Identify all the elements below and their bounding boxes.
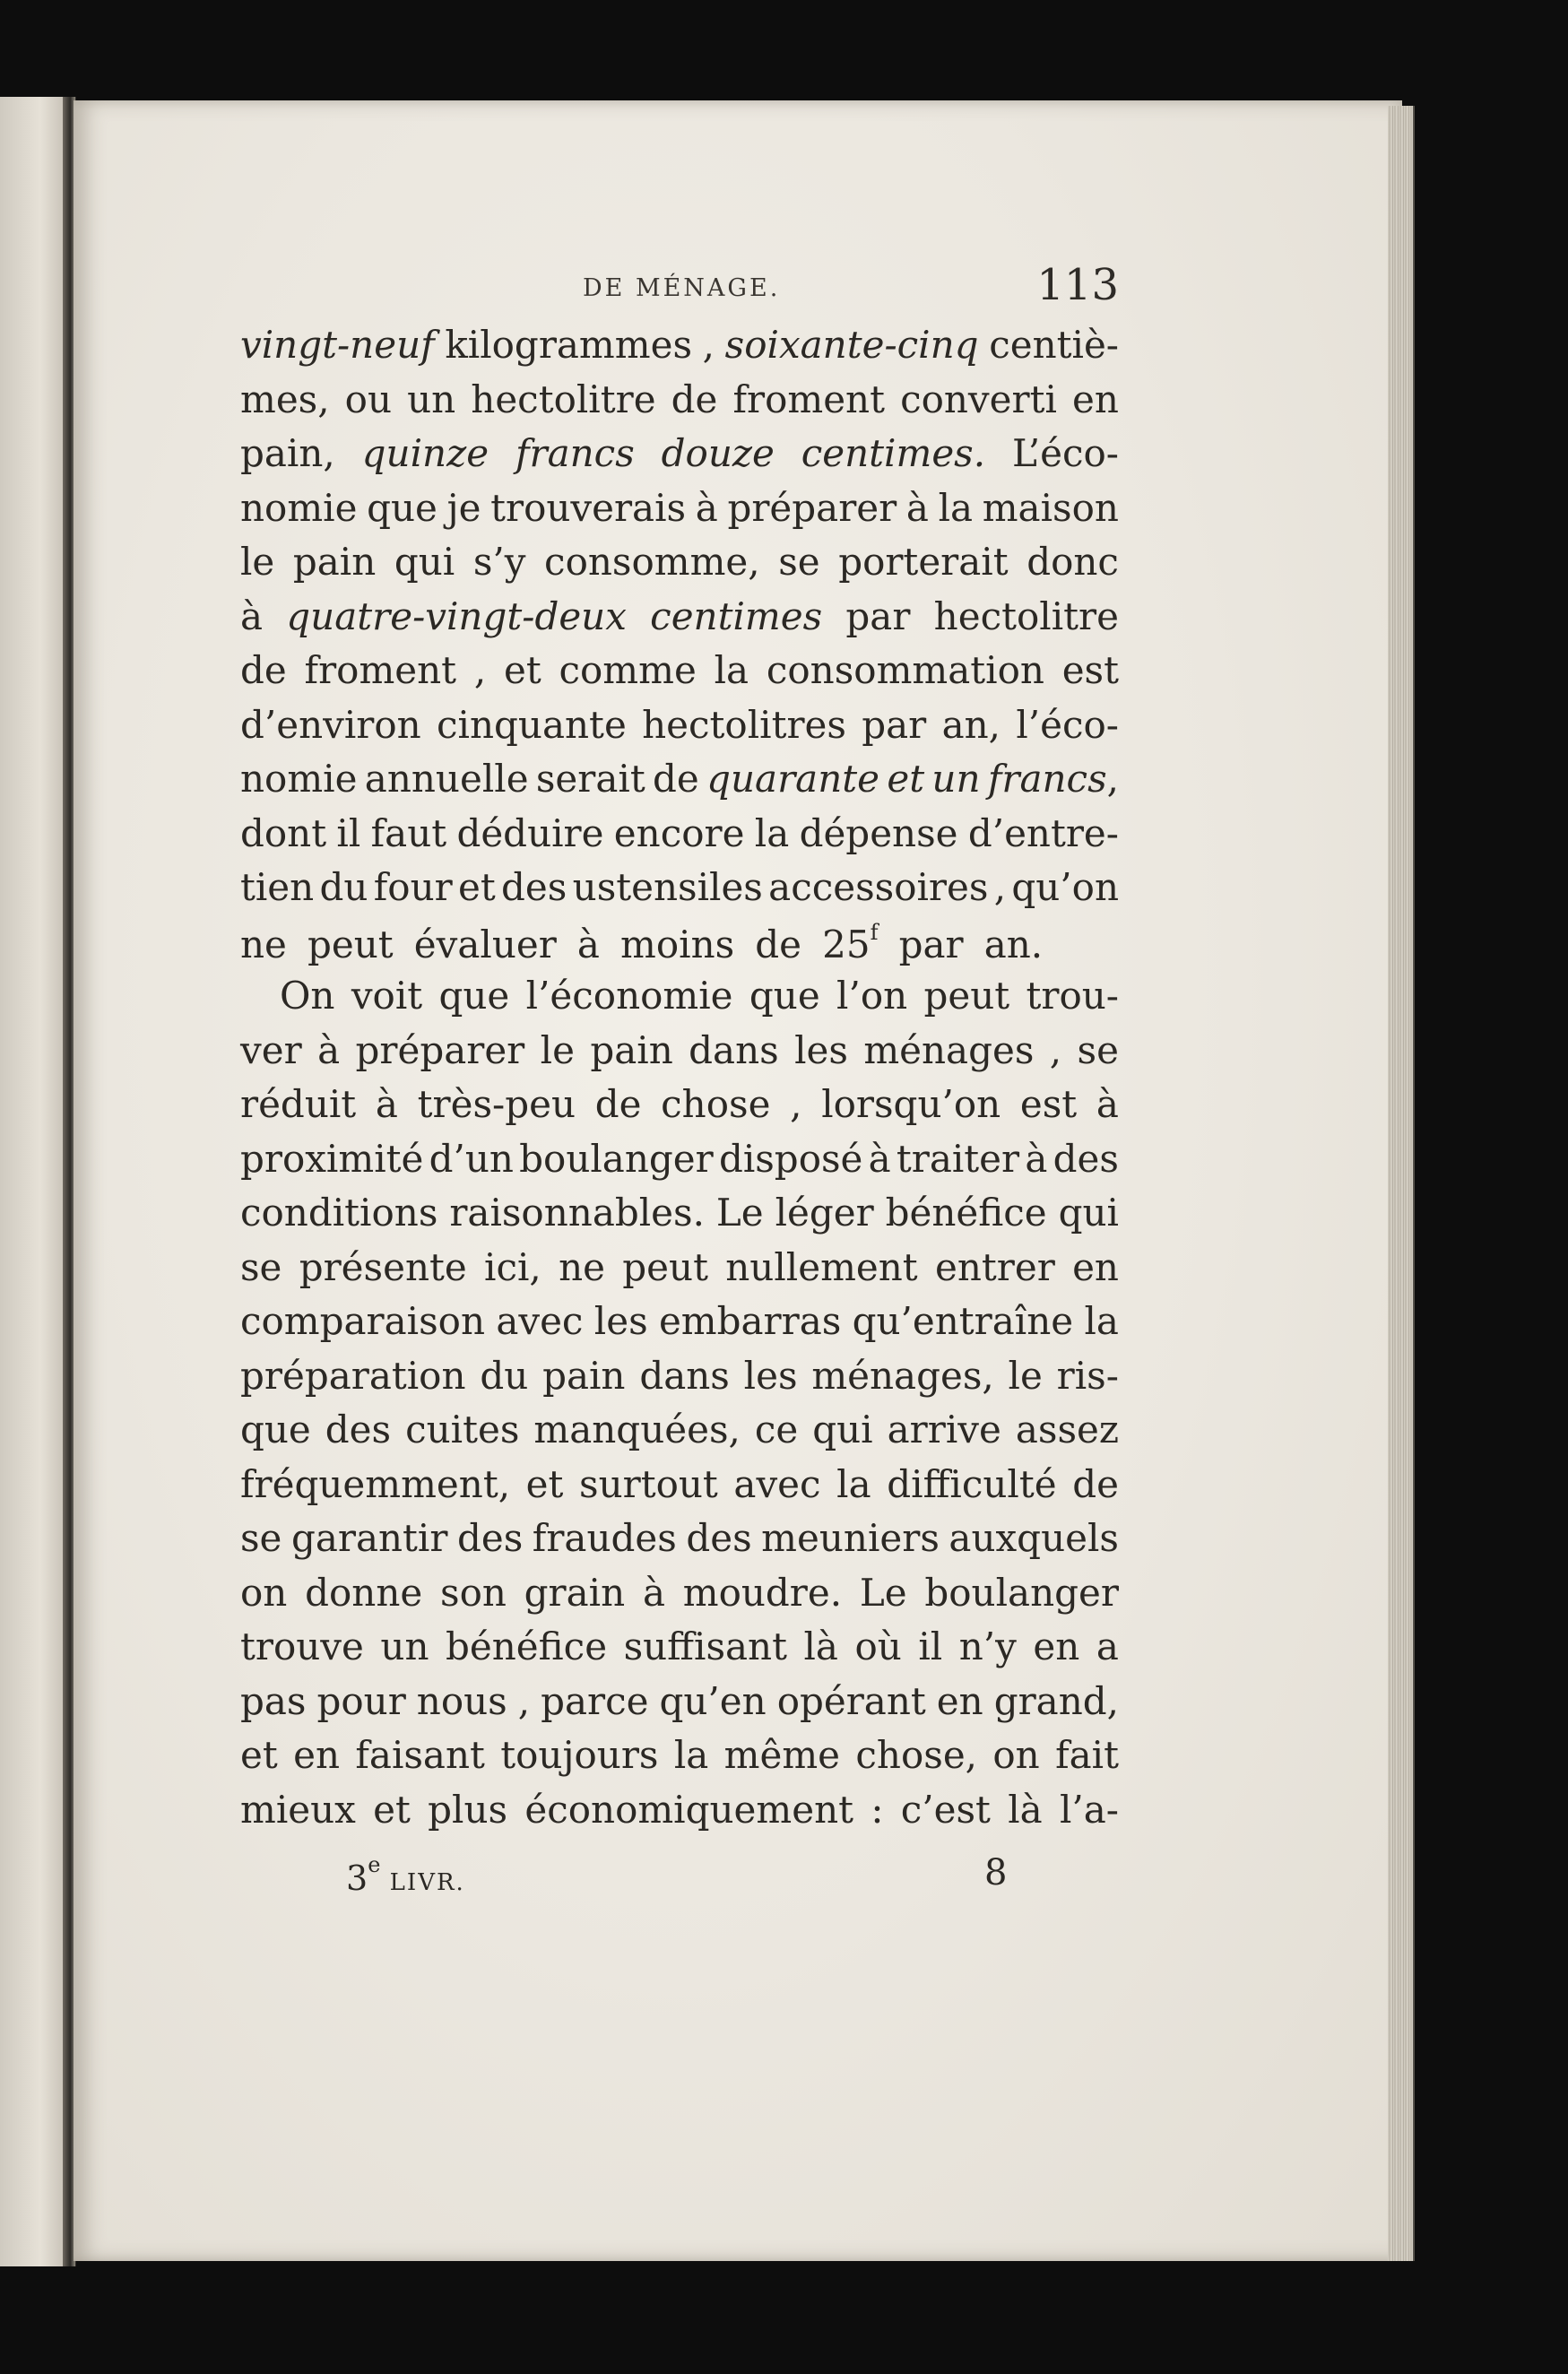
word: quarante [706, 757, 880, 801]
word: et [503, 648, 541, 692]
word: lorsqu’on [821, 1082, 1001, 1126]
word: traiter [896, 1136, 1020, 1181]
word: : [871, 1787, 884, 1832]
word: difficulté [887, 1461, 1057, 1506]
word: à [905, 485, 929, 530]
word: peut [923, 974, 1010, 1018]
word: où [854, 1625, 902, 1668]
word: par [862, 702, 927, 747]
word: consommation [766, 648, 1044, 692]
word: ris- [1056, 1353, 1119, 1398]
word: les [593, 1299, 648, 1343]
word: un [407, 377, 456, 421]
word: des [456, 1516, 524, 1560]
word: faut [370, 810, 447, 855]
word: que [240, 1408, 311, 1451]
word: le [1008, 1353, 1043, 1398]
text-line [240, 1516, 1119, 1571]
word: peut [622, 1244, 708, 1289]
word: ici, [484, 1244, 541, 1289]
word: et [458, 865, 496, 909]
word: L’éco- [1011, 431, 1119, 475]
word: avec [733, 1461, 821, 1506]
word: fait [1055, 1733, 1119, 1777]
word: est [1019, 1082, 1078, 1126]
text-line [240, 811, 1119, 866]
word: ver [240, 1027, 302, 1072]
word: du [319, 865, 368, 909]
word: assez [1015, 1408, 1119, 1451]
word: le [540, 1027, 575, 1072]
text-line [240, 1679, 1119, 1734]
word: meuniers [761, 1516, 940, 1560]
word: arrive [887, 1408, 1001, 1451]
word: surtout [579, 1461, 718, 1506]
word: mieux [240, 1787, 356, 1832]
text-line [240, 1354, 1119, 1408]
word: converti [900, 377, 1057, 421]
word: grand, [993, 1678, 1119, 1723]
text-line [240, 594, 1119, 649]
word: je [446, 485, 481, 530]
word: vingt-neuf [240, 323, 435, 367]
text-line [240, 323, 1119, 377]
word: centimes [650, 594, 823, 638]
word: entrer [934, 1244, 1055, 1289]
word: voit [351, 974, 423, 1018]
word: léger [775, 1191, 874, 1235]
word: des [501, 865, 567, 909]
word: raisonnables. [449, 1191, 705, 1235]
word: 25$^f$ [822, 919, 879, 966]
word: la [754, 810, 790, 855]
word: Le [715, 1191, 764, 1235]
word: que [438, 974, 510, 1018]
word: que [749, 974, 820, 1018]
word: la [836, 1461, 871, 1506]
word: à [576, 922, 600, 966]
text-line [240, 974, 1119, 1028]
word: ne [240, 922, 287, 966]
word: un [931, 757, 981, 801]
body-text [240, 323, 1119, 1841]
word: dans [689, 1027, 779, 1072]
word: que [367, 485, 437, 530]
signature-number: 3 [346, 1858, 368, 1898]
word: , [790, 1082, 802, 1126]
word: pas [240, 1678, 307, 1723]
word: trou- [1026, 974, 1119, 1018]
text-line [240, 540, 1119, 594]
word: déduire [456, 810, 604, 855]
word: manquées, [533, 1408, 741, 1451]
text-line [240, 1191, 1119, 1245]
word: mes, [240, 377, 330, 421]
word: dont [240, 810, 327, 855]
word: an, [941, 702, 1001, 747]
word: là [1008, 1787, 1043, 1832]
word: douze [661, 431, 775, 475]
word: de [653, 757, 699, 801]
word: même [723, 1733, 841, 1777]
word: faisant [355, 1733, 485, 1777]
word: à [240, 594, 264, 638]
text-line [240, 1733, 1119, 1788]
word: froment [732, 377, 885, 421]
word: embarras [658, 1299, 842, 1343]
word: trouve [240, 1625, 364, 1668]
text-line [240, 1625, 1119, 1679]
page-footer [240, 1845, 1119, 1899]
word: à [868, 1136, 891, 1181]
text-line [240, 377, 1119, 432]
signature-superscript: e [368, 1852, 381, 1877]
word: quatre-vingt-deux [286, 594, 627, 638]
word: en [1072, 377, 1119, 421]
word: par [845, 594, 911, 638]
word: francs, [987, 757, 1119, 801]
word: là [803, 1625, 838, 1668]
word: de [1072, 1461, 1119, 1506]
word: à [317, 1027, 341, 1072]
word: qui [1058, 1191, 1119, 1235]
word: accessoires [768, 865, 989, 909]
word: tien [240, 865, 315, 909]
word: évaluer [413, 922, 557, 966]
word: dépense [799, 810, 958, 855]
page-stack-edge [1388, 106, 1415, 2261]
word: préparer [355, 1027, 525, 1072]
word: de [755, 922, 802, 966]
word: il [336, 810, 361, 855]
word: donne [305, 1570, 423, 1615]
signature-mark [346, 1852, 465, 1898]
page-text-block [240, 251, 1119, 1899]
text-line [240, 1028, 1119, 1083]
word: d’un [429, 1136, 514, 1181]
word: toujours [500, 1733, 659, 1777]
word: hectolitre [471, 377, 656, 421]
signature-label: LIVR. [380, 1869, 465, 1896]
word: se [778, 540, 820, 584]
text-line [240, 1137, 1119, 1191]
word: On [280, 974, 335, 1018]
word: nous [416, 1678, 507, 1723]
word: des [1053, 1136, 1119, 1181]
word: ce [754, 1408, 799, 1451]
word: conditions [240, 1191, 438, 1235]
word: qui [394, 540, 455, 584]
word: à [695, 485, 718, 530]
word: se [240, 1516, 282, 1560]
word: , [1049, 1027, 1062, 1072]
text-line [240, 1462, 1119, 1517]
word: s’y [472, 540, 526, 584]
word: garantir [290, 1516, 448, 1560]
page-number: 113 [1036, 260, 1119, 310]
word: ne [559, 1244, 605, 1289]
word: réduit [240, 1082, 357, 1126]
running-head [240, 251, 1119, 323]
word: économiquement [524, 1787, 854, 1832]
word: four [373, 865, 453, 909]
word: boulanger [519, 1136, 714, 1181]
word: soixante-cinq [724, 323, 979, 367]
word: chose [661, 1082, 771, 1126]
word: la [673, 1733, 709, 1777]
word: de [240, 648, 287, 692]
word: qu’en [659, 1678, 767, 1723]
word: bénéfice [446, 1625, 608, 1668]
word: ménages [863, 1027, 1035, 1072]
word: avec [496, 1299, 584, 1343]
word: pain [542, 1353, 626, 1398]
word: se [1077, 1027, 1119, 1072]
word: l’économie [525, 974, 733, 1018]
word: la [1084, 1299, 1119, 1343]
word: en [293, 1733, 340, 1777]
word: maison [982, 485, 1119, 530]
word: encore [613, 810, 745, 855]
word: nomie [240, 485, 358, 530]
text-line [240, 1082, 1119, 1137]
word: c’est [900, 1787, 991, 1832]
word: proximité [240, 1136, 424, 1181]
word: quinze [361, 431, 489, 475]
word: il [918, 1625, 943, 1668]
word: froment [304, 648, 457, 692]
word: porterait [838, 540, 1009, 584]
word: nomie [240, 757, 358, 801]
word: par [898, 922, 964, 966]
word: l’a- [1059, 1787, 1119, 1832]
word: moins [620, 922, 735, 966]
word: grain [524, 1570, 626, 1615]
word: son [440, 1570, 507, 1615]
gathering-number: 8 [984, 1852, 1008, 1893]
word: plus [428, 1787, 508, 1832]
word: comme [559, 648, 697, 692]
word: un [380, 1625, 429, 1668]
word: des [686, 1516, 752, 1560]
word: l’éco- [1016, 702, 1119, 747]
text-line [240, 1245, 1119, 1300]
word: de [671, 377, 718, 421]
word: dans [639, 1353, 730, 1398]
word: comparaison [240, 1299, 485, 1343]
word: , [517, 1678, 531, 1723]
word: des [325, 1408, 392, 1451]
word: cuites [405, 1408, 520, 1451]
text-line [240, 757, 1119, 811]
word: peut [308, 922, 394, 966]
word: consomme, [544, 540, 760, 584]
text-line [240, 1408, 1119, 1462]
text-line [240, 865, 1119, 920]
word: en [1072, 1244, 1119, 1289]
superscript: f [870, 919, 879, 945]
word: cinquante [437, 702, 627, 747]
word: trouverais [490, 485, 687, 530]
word: très-peu [417, 1082, 576, 1126]
text-line [240, 1788, 1119, 1842]
text-line [240, 431, 1119, 486]
word: préparer [727, 485, 897, 530]
word: pain, [240, 431, 335, 475]
word: qu’entraîne [852, 1299, 1074, 1343]
text-line [240, 1299, 1119, 1354]
word: , [993, 865, 1007, 909]
word: nullement [725, 1244, 918, 1289]
word: en [936, 1678, 983, 1723]
text-line [240, 486, 1119, 541]
word: centimes. [801, 431, 986, 475]
word: pain [292, 540, 377, 584]
word: les [794, 1027, 848, 1072]
text-line [240, 1571, 1119, 1625]
word: centiè- [989, 323, 1119, 367]
text-line [240, 920, 1119, 975]
word: , [702, 323, 715, 367]
word: la [714, 648, 749, 692]
word: a [1096, 1625, 1119, 1668]
running-head-title: DE MÉNAGE. [583, 274, 781, 302]
word: et [525, 1461, 564, 1506]
word: ustensiles [572, 865, 763, 909]
word: le [240, 540, 275, 584]
word: donc [1027, 540, 1119, 584]
word: francs [515, 431, 635, 475]
word: disposé [718, 1136, 863, 1181]
word: , [473, 648, 487, 692]
word: et [373, 1787, 411, 1832]
word: de [594, 1082, 642, 1126]
word: ménages, [811, 1353, 994, 1398]
word: Le [859, 1570, 907, 1615]
word: la [938, 485, 974, 530]
word: à [1025, 1136, 1048, 1181]
word: hectolitres [642, 702, 846, 747]
word: est [1061, 648, 1119, 692]
word: pain [590, 1027, 673, 1072]
word: et [240, 1733, 278, 1777]
text-line [240, 648, 1119, 703]
word: présente [299, 1244, 467, 1289]
word: annuelle [364, 757, 529, 801]
word: serait [535, 757, 645, 801]
word: préparation [240, 1353, 466, 1398]
word: an. [983, 922, 1044, 966]
word: n’y [958, 1625, 1017, 1668]
word: l’on [836, 974, 908, 1018]
word: d’entre- [967, 810, 1119, 855]
word: se [240, 1244, 282, 1289]
word: à [1096, 1082, 1119, 1126]
word: à [375, 1082, 398, 1126]
word: fraudes [532, 1516, 677, 1560]
word: les [743, 1353, 798, 1398]
word: boulanger [924, 1570, 1119, 1615]
word: auxquels [949, 1516, 1119, 1560]
word: à [642, 1570, 665, 1615]
text-line [240, 703, 1119, 758]
word: du [480, 1353, 529, 1398]
word: et [887, 757, 925, 801]
word: ou [344, 377, 393, 421]
word: fréquemment, [240, 1461, 511, 1506]
word: bénéfice [885, 1191, 1047, 1235]
word: qu’on [1011, 865, 1119, 909]
word: opérant [776, 1678, 926, 1723]
word: hectolitre [933, 594, 1119, 638]
word: en [1033, 1625, 1080, 1668]
word: chose, [855, 1733, 978, 1777]
word: d’environ [240, 702, 421, 747]
word: qui [812, 1408, 873, 1451]
word: moudre. [682, 1570, 843, 1615]
word: suffisant [623, 1625, 787, 1668]
word: parce [541, 1678, 649, 1723]
word: pour [316, 1678, 406, 1723]
word: on [992, 1733, 1040, 1777]
word: kilogrammes [445, 323, 692, 367]
word: on [240, 1570, 288, 1615]
